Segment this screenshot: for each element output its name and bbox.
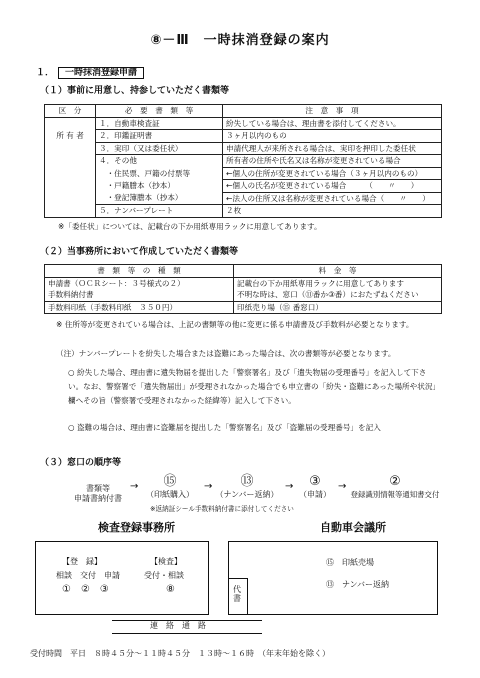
table-row <box>45 142 442 155</box>
doc-cell: ４．その他 <box>96 155 223 168</box>
note-cell: ←法人の住所又は名称が変更されている場合（ 〃 ） <box>223 192 442 205</box>
column-header: 区 分 <box>45 105 96 118</box>
doc-cell: 申請書（ＯＣＲシート：３号様式の２） <box>45 277 234 289</box>
flow-step-5 <box>340 474 450 499</box>
part2-heading: （２）当事務所において作成していただく書類等 <box>40 247 239 257</box>
doc-cell: ３．実印（又は委任状） <box>96 142 223 155</box>
doc-cell: ・住民票、戸籍の付票等 <box>96 167 223 180</box>
note-cell: 所有者の住所や氏名又は名称が変更されている場合 <box>223 155 442 168</box>
flow-label: （ナンバー返納） <box>215 490 279 499</box>
plate-return-label: ⑬ ナンバー返納 <box>326 580 390 589</box>
table-row <box>45 180 442 193</box>
flow-label: 書類等 申請書納付書 <box>74 484 122 503</box>
note-cell: ３ヶ月以内のもの <box>223 130 442 143</box>
doc-cell: ・登記簿謄本（抄本） <box>96 192 223 205</box>
fee-cell: 不明な時は、窓口（⑪番か③番）におたずねください <box>234 289 442 301</box>
note-cell: 紛失している場合は、理由書を添付してください。 <box>223 117 442 130</box>
window-number: ② <box>389 474 401 489</box>
flow-label: （申請） <box>299 490 331 499</box>
table-row <box>45 289 442 301</box>
lost-plate-intro: （注）ナンバープレートを紛失した場合または盗難にあった場合は、次の書類等が必要となります。 <box>56 349 396 358</box>
footnote: ※「委任状」については、記載台の下か用紙専用ラックに用意してあります。 <box>58 222 322 231</box>
registration-window-numbers: ① ② ③ <box>62 584 109 595</box>
table-row <box>45 117 442 130</box>
flow-step-3 <box>212 474 282 500</box>
note-cell: ←個人の氏名が変更されている場合 （ 〃 ） <box>223 180 442 193</box>
note-cell: ２枚 <box>223 205 442 218</box>
flow-step-4 <box>295 474 335 500</box>
window-number: ⑬ <box>240 474 254 489</box>
right-building <box>228 541 438 615</box>
column-header: 料 金 等 <box>234 265 442 278</box>
window-number: ⑮ <box>163 474 177 489</box>
stamp-sales-label: ⑮ 印紙売場 <box>326 558 374 567</box>
owner-label: 所 有 者 <box>45 130 96 143</box>
table-header-row <box>45 265 442 278</box>
column-header: 書 類 等 の 種 類 <box>45 265 234 278</box>
arrow-icon: → <box>285 481 294 492</box>
right-building-title: 自動車会議所 <box>320 521 386 534</box>
lost-plate-item-2: ○ 盗難の場合は、理由書に盗難届を提出した「警察署名」及び「盗難届の受理番号」を記入 <box>68 423 381 432</box>
note-cell: 申請代理人が来所される場合は、実印を押印した委任状 <box>223 142 442 155</box>
table-row <box>45 155 442 168</box>
fee-cell: 記載台の下か用紙専用ラックに用意してあります <box>234 277 442 289</box>
arrow-icon: → <box>338 481 347 492</box>
section-title: 一時抹消登録申請 <box>58 67 144 79</box>
part1-heading: （１）事前に用意し、持参していただく書類等 <box>40 86 230 96</box>
flow-label: （印紙購入） <box>146 490 194 499</box>
section-heading <box>36 68 144 79</box>
required-documents-table <box>44 104 442 218</box>
fee-cell: 印紙売り場（⑮ 番窓口） <box>234 301 442 314</box>
table-row <box>45 192 442 205</box>
left-building-title: 検査登録事務所 <box>98 521 175 534</box>
window-number: ③ <box>309 474 321 489</box>
arrow-icon: → <box>130 481 139 492</box>
doc-cell: ・戸籍謄本（抄本） <box>96 180 223 193</box>
registration-label: 【登 録】 <box>62 557 102 566</box>
footnote: ※ 住所等が変更されている場合は、上記の書類等の他に変更に係る申請書及び手数料が必要となります。 <box>56 320 414 329</box>
doc-cell: １．自動車検査証 <box>96 117 223 130</box>
scrivener-label: 代書 <box>233 585 241 603</box>
table-row <box>45 130 442 143</box>
lost-plate-item-1: ○ 紛失した場合、理由書に遺失物届を提出した「警察署名」及び「遺失物届の受理番号」を記入して下さい。なお、警察署で「遺失物届出」が受理されなかった場合でも申立書の「紛失・盗難にあった場所や状況」欄へその旨（警察署で受理されなかった経緯等）記入して下さい。 <box>68 368 441 405</box>
reception-hours: 受付時間 平日 ８時４５分～１１時４５分 １３時～１６時 （年末年始を除く） <box>30 649 330 658</box>
part3-heading: （３）窓口の順序等 <box>40 458 122 468</box>
inspection-window-number: ⑧ <box>166 584 175 595</box>
inspection-label: 【検査】 <box>150 557 182 566</box>
arrow-icon: → <box>204 481 213 492</box>
table-row <box>45 205 442 218</box>
flow-label: 登録識別情報等通知書交付 <box>350 490 440 499</box>
note-cell: ←個人の住所が変更されている場合（３ヶ月以内のもの） <box>223 167 442 180</box>
flow-step-1 <box>70 478 126 504</box>
doc-cell: 手数料納付書 <box>45 289 234 301</box>
table-row <box>45 167 442 180</box>
table-row <box>45 301 442 314</box>
column-header: 必 要 書 類 等 <box>96 105 223 118</box>
prepared-documents-table <box>44 264 442 314</box>
registration-items: 相談 交付 申請 <box>56 571 120 580</box>
page-title: ⑧－Ⅲ 一時抹消登録の案内 <box>150 33 330 48</box>
table-header-row <box>45 105 442 118</box>
doc-cell: 手数料印紙（手数料印紙 ３５０円） <box>45 301 234 314</box>
flow-note: ※返納証シール手数料納付書に添付してください <box>150 505 294 513</box>
flow-step-2 <box>140 474 200 500</box>
doc-cell: ５．ナンバープレート <box>96 205 223 218</box>
column-header: 注 意 事 項 <box>223 105 442 118</box>
section-number: １． <box>36 68 55 78</box>
corridor-label: 連 絡 通 路 <box>150 621 206 630</box>
table-row <box>45 277 442 289</box>
doc-cell: ２．印鑑証明書 <box>96 130 223 143</box>
inspection-items: 受付・相談 <box>144 571 184 580</box>
